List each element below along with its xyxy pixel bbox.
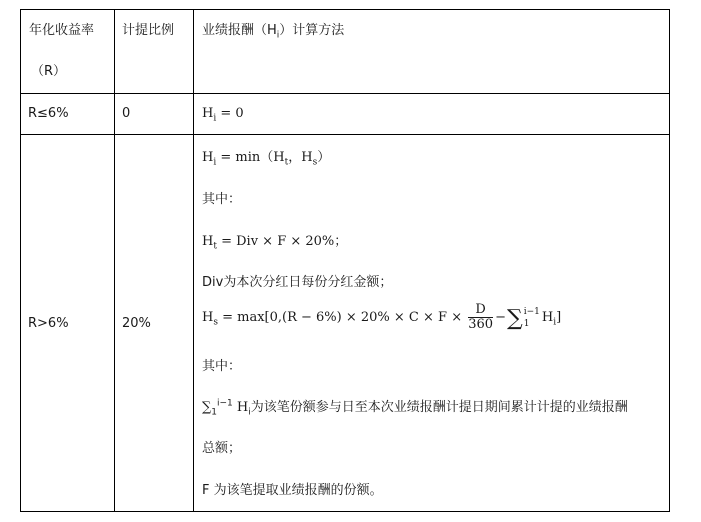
row-divider-2 [20, 134, 670, 135]
col-divider-2 [193, 9, 194, 512]
row1-formula: $H_i = 0$ [202, 106, 244, 124]
col-divider-right [669, 9, 670, 512]
row2-f-definition: F 为该笔提取业绩报酬的份额。 [202, 483, 383, 498]
header-annual-return-symbol: （R） [31, 64, 67, 79]
row1-range: R≤6% [28, 106, 69, 121]
col-divider-1 [114, 9, 115, 512]
header-calc-method: 业绩报酬$(H_i)$计算方法 [202, 23, 345, 41]
col-divider-left [20, 9, 21, 512]
header-annual-return: 年化收益率 [29, 23, 95, 38]
row2-where-2: 其中： [202, 359, 242, 374]
row2-range: R>6% [28, 316, 69, 331]
table-border-top [20, 9, 670, 10]
table-border-bottom [20, 511, 670, 512]
sum-limits: i−1 1 [523, 306, 540, 329]
row2-formula-hs: $H_s = \max[0,(R - 6\%) \times 20\% \times C \times F$ × $\frac{D}{360}$ −∑ i−1 1 $H_i$] [202, 302, 562, 332]
row2-where-1: 其中： [202, 192, 242, 207]
row2-sum-definition: $\sum_1^{i-1}$ $H_i$为该笔份额参与日至本次业绩报酬计提日期间累计计提的业绩报酬 [202, 398, 628, 418]
row2-formula-hi: $H_i = \min(H_t$，$H_s$） [202, 150, 331, 168]
fraction-d-over-360: $\frac{D}{360}$ [468, 302, 494, 332]
row2-div-definition: Div为本次分红日每份分红金额； [202, 275, 393, 290]
row2-ratio: 20% [122, 316, 151, 331]
row2-formula-ht: $H_t$ = Div × F × 20%； [202, 234, 348, 252]
row2-total-amount: 总额； [202, 441, 242, 456]
row-divider-1 [20, 93, 670, 94]
header-accrual-ratio: 计提比例 [122, 23, 175, 38]
row1-ratio: 0 [122, 106, 131, 121]
